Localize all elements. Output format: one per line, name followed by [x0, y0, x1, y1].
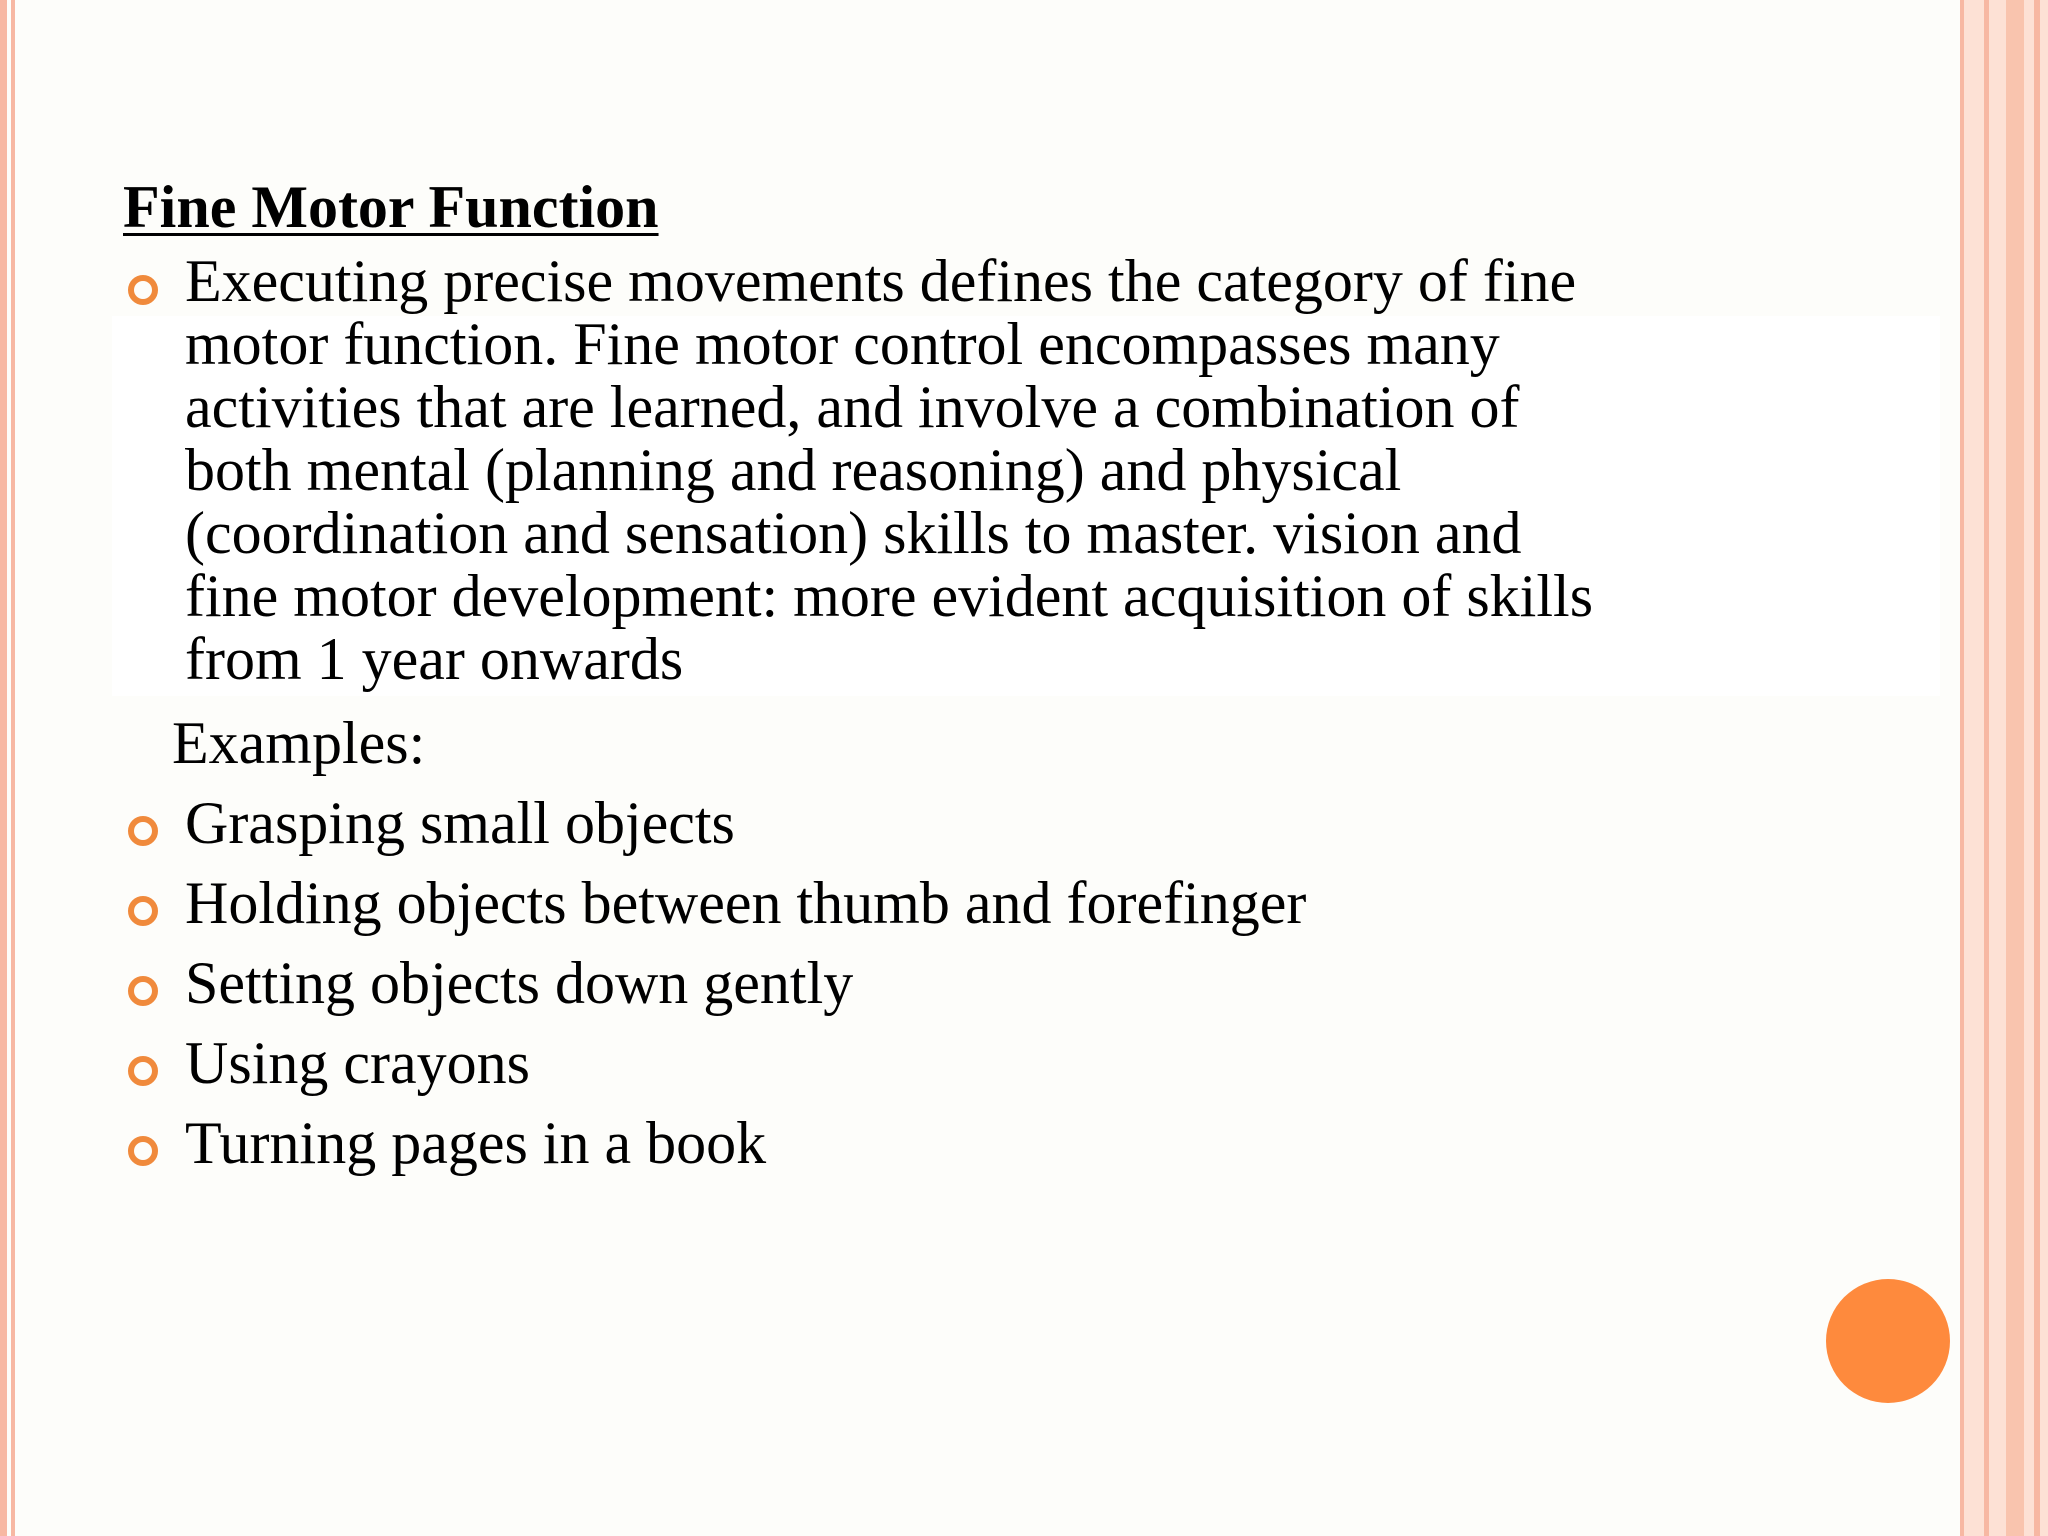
paragraph-line: from 1 year onwards	[185, 626, 684, 692]
list-item: Using crayons	[185, 1030, 530, 1096]
list-item: Holding objects between thumb and forefinger	[185, 870, 1307, 936]
left-border-stripe-inner	[11, 0, 15, 1536]
ring-bullet-icon	[128, 816, 158, 846]
paragraph-line: activities that are learned, and involve a combination of	[185, 374, 1520, 440]
right-border-line	[2034, 0, 2040, 1536]
list-item: Grasping small objects	[185, 790, 735, 856]
paragraph-line: (coordination and sensation) skills to master. vision and	[185, 500, 1522, 566]
list-item: Setting objects down gently	[185, 950, 854, 1016]
paragraph-line: Executing precise movements defines the category of fine	[185, 248, 1577, 314]
list-item: Turning pages in a book	[185, 1110, 767, 1176]
ring-bullet-icon	[128, 976, 158, 1006]
right-border-line	[1984, 0, 1989, 1536]
right-border-line	[2006, 0, 2024, 1536]
left-border-stripe	[0, 0, 7, 1536]
ring-bullet-icon	[128, 1056, 158, 1086]
examples-label: Examples:	[172, 710, 426, 776]
ring-bullet-icon	[128, 896, 158, 926]
paragraph-line: both mental (planning and reasoning) and physical	[185, 437, 1402, 503]
intro-paragraph	[185, 250, 1745, 691]
ring-bullet-icon	[128, 1136, 158, 1166]
paragraph-line: fine motor development: more evident acquisition of skills	[185, 563, 1594, 629]
ring-bullet-icon	[128, 275, 158, 305]
orange-circle-decoration	[1826, 1279, 1950, 1403]
paragraph-line: motor function. Fine motor control encompasses many	[185, 311, 1500, 377]
slide-title: Fine Motor Function	[123, 174, 659, 240]
right-border-line	[1960, 0, 1964, 1536]
